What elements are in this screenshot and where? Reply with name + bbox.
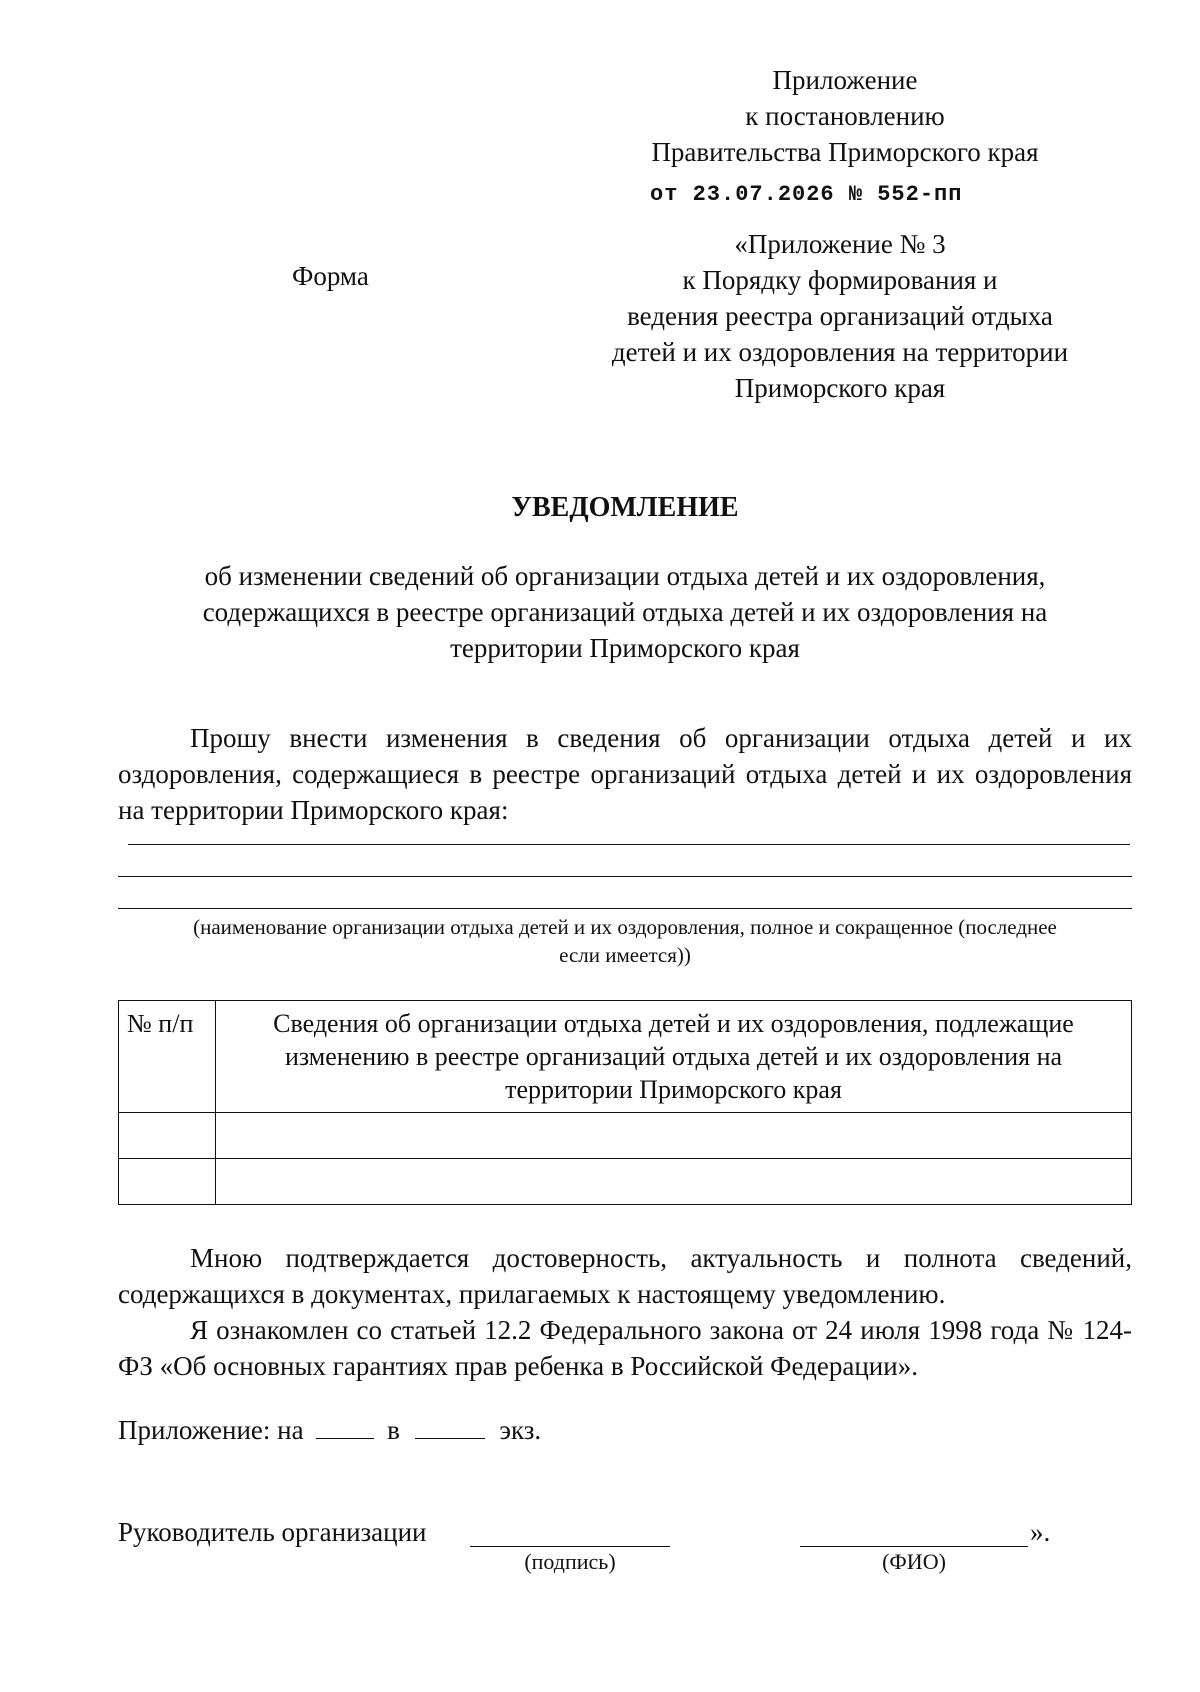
table-cell-info[interactable] (216, 1159, 1132, 1205)
org-name-line-3[interactable] (118, 908, 1132, 909)
annex-line-1: Приложение (772, 65, 918, 95)
appendix-line-4: детей и их оздоровления на территории (611, 337, 1069, 367)
table-cell-number[interactable] (119, 1113, 216, 1159)
acquainted-paragraph: Я ознакомлен со статьей 12.2 Федерального закона от 24 июля 1998 года № 124-ФЗ «Об основных гарантиях прав ребенка в Российской Федерации». (118, 1315, 1132, 1381)
hint-line-1: (наименование организации отдыха детей и их оздоровления, полное и сокращенное (последнее (193, 915, 1057, 939)
annex-line-2: к постановлению (745, 101, 945, 131)
subtitle-line-2: содержащихся в реестре организаций отдыха детей и их оздоровления на (202, 597, 1048, 627)
signature-caption: (подпись) (524, 1549, 616, 1574)
table-cell-info[interactable] (216, 1113, 1132, 1159)
form-label: Форма (292, 261, 369, 291)
attachment-middle: в (387, 1415, 400, 1445)
attachment-copies-blank[interactable] (415, 1414, 485, 1439)
table-row (119, 1113, 1132, 1159)
table-header-row (119, 1001, 1132, 1113)
document-title: УВЕДОМЛЕНИЕ (511, 492, 739, 523)
subtitle-line-3: территории Приморского края (450, 633, 800, 663)
appendix-line-1: «Приложение № 3 (734, 229, 946, 259)
annex-header (600, 62, 1090, 170)
subtitle-line-1: об изменении сведений об организации отдыха детей и их оздоровления, (204, 561, 1046, 591)
attachment-line (118, 1412, 818, 1448)
name-caption: (ФИО) (882, 1549, 946, 1574)
attachment-prefix: Приложение: на (118, 1415, 304, 1445)
org-name-hint (118, 913, 1132, 969)
appendix-line-5: Приморского края (734, 373, 946, 403)
org-name-line-1[interactable] (128, 844, 1130, 845)
annex-line-3: Правительства Приморского края (651, 137, 1039, 167)
decree-number: от 23.07.2026 № 552-пп (650, 182, 963, 207)
head-label: Руководитель организации (118, 1517, 427, 1547)
changes-table (118, 1000, 1132, 1205)
confirm-paragraph: Мною подтверждается достоверность, актуальность и полнота сведений, содержащихся в документах, прилагаемых к настоящему уведомлению. (118, 1243, 1132, 1309)
full-name-blank[interactable] (800, 1546, 1028, 1547)
org-name-line-2[interactable] (118, 876, 1132, 877)
table-row (119, 1159, 1132, 1205)
appendix-line-2: к Порядку формирования и (682, 265, 998, 295)
attachment-pages-blank[interactable] (316, 1414, 374, 1439)
col-info-header: Сведения об организации отдыха детей и их оздоровления, подлежащие изменению в реестре организаций отдыха детей и их оздоровления на территории Приморского края (216, 1001, 1132, 1113)
signature-blank[interactable] (470, 1546, 670, 1547)
appendix-line-3: ведения реестра организаций отдыха (627, 301, 1053, 331)
hint-line-2: если имеется)) (559, 943, 691, 967)
table-cell-number[interactable] (119, 1159, 216, 1205)
document-subtitle (118, 558, 1132, 666)
col-number-header: № п/п (119, 1001, 216, 1113)
request-paragraph: Прошу внести изменения в сведения об организации отдыха детей и их оздоровления, содержащиеся в реестре организаций отдыха детей и их оздоровления на территории Приморского края: (118, 723, 1132, 825)
attachment-suffix: экз. (499, 1415, 542, 1445)
appendix-block (585, 226, 1095, 406)
closing-quote: ». (1030, 1517, 1051, 1547)
